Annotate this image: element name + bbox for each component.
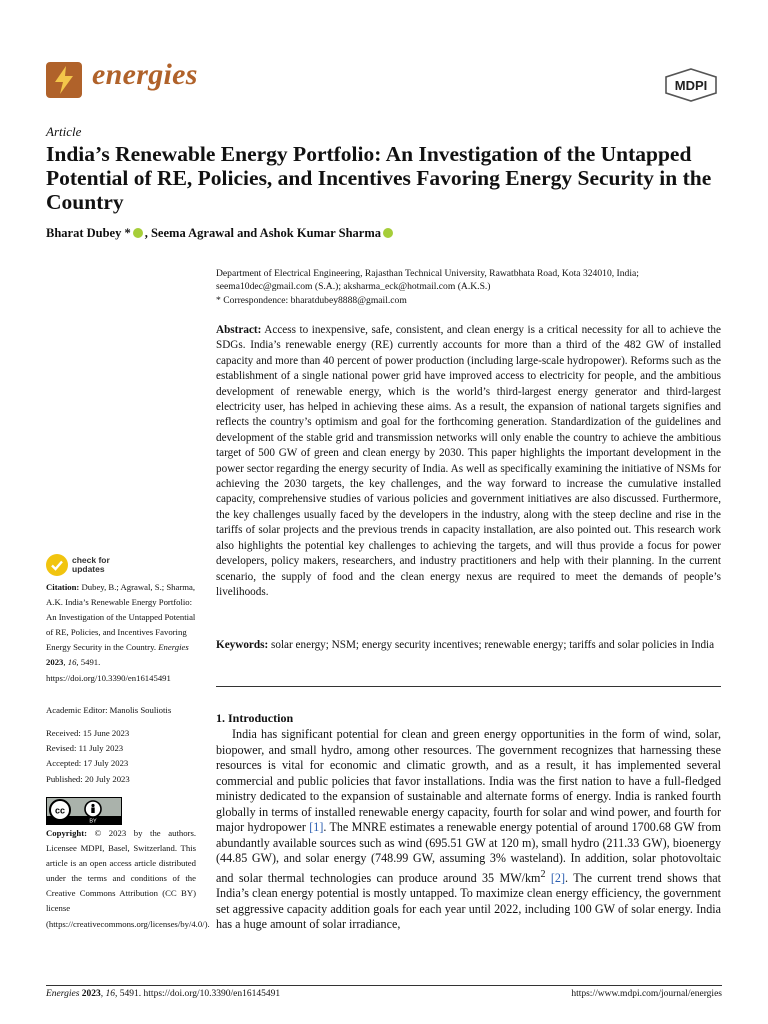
citation-pages: , 5491. [76, 657, 101, 668]
affiliation-line: Department of Electrical Engineering, Rajasthan Technical University, Rawatbhata Road, Kota 324010, India; [216, 268, 639, 279]
citation-label: Citation: [46, 582, 80, 592]
citation-journal: Energies [158, 642, 189, 653]
mdpi-label: MDPI [674, 78, 708, 93]
citation-doi-link[interactable]: https://doi.org/10.3390/en16145491 [46, 672, 171, 683]
correspondence[interactable]: * Correspondence: bharatdubey8888@gmail.com [216, 294, 407, 306]
orcid-icon[interactable] [133, 228, 143, 238]
author-others[interactable]: , Seema Agrawal and Ashok Kumar Sharma [144, 226, 381, 240]
citation [46, 580, 196, 686]
cc-by-label: BY [89, 818, 97, 824]
page-title: India’s Renewable Energy Portfolio: An Investigation of the Untapped Potential of RE, Policies, and Incentives Favoring Energy Security in the Country [46, 142, 712, 214]
keywords [216, 638, 721, 653]
intro-paragraph [216, 727, 721, 933]
keywords-text: solar energy; NSM; energy security incentives; renewable energy; tariffs and solar policies in India [268, 639, 715, 651]
orcid-icon[interactable] [383, 228, 393, 238]
intro-text-1: India has significant potential for clean and green energy opportunities in the form of wind, solar, biopower, and small hydro, among other resources. The government recognizes that harnessing these resources is vital for economic and climatic growth, and as a result, it has implemented several commercial and public policies that favor installations. India was the first nation to have a full-fledged ministry dedicated to the expansion of sustainable and alternate forms of energy. India is ranked fourth globally in terms of installed renewable energy capacity, fourth for solar and wind power, and fourth for major hydropower [216, 727, 721, 834]
footer-citation [46, 989, 280, 999]
superscript: 2 [540, 868, 546, 880]
citation-year: 2023 [46, 657, 64, 668]
citation-text: Dubey, B.; Agrawal, S.; Sharma, A.K. India’s Renewable Energy Portfolio: An Investigation of the Untapped Potential of RE, Policies, and Incentives Favoring Energy Security in the Country. [46, 582, 196, 653]
copyright-notice [46, 826, 210, 932]
published-date: Published: 20 July 2023 [46, 773, 130, 784]
publication-dates [46, 726, 196, 787]
check-updates-label [72, 556, 110, 574]
check-updates-icon [46, 554, 68, 576]
mdpi-logo[interactable] [664, 68, 718, 102]
affiliation [216, 267, 721, 307]
footer-volume: , 16 [100, 989, 116, 999]
copyright-label: Copyright: [46, 828, 88, 838]
cc-by-license-badge[interactable] [46, 797, 122, 825]
article-type: Article [46, 124, 82, 139]
check-for-updates-button[interactable] [46, 554, 146, 578]
svg-text:cc: cc [54, 805, 66, 816]
footer-journal-url[interactable]: https://www.mdpi.com/journal/energies [571, 989, 722, 999]
abstract-label: Abstract: [216, 324, 262, 336]
received-date: Received: 15 June 2023 [46, 728, 130, 738]
footer-year: 2023 [79, 989, 101, 999]
footer-journal: Energies [46, 989, 80, 999]
copyright-text: © 2023 by the authors. Licensee MDPI, Basel, Switzerland. This article is an open access article distributed under the terms and conditions of the Creative Commons Attribution (CC BY) license (https://creativecommons.org/licenses/by/4.0/). [46, 828, 210, 929]
check-updates-line-2: updates [72, 564, 105, 574]
abstract-text: Access to inexpensive, safe, consistent, and clean energy is a critical necessity for all to achieve the SDGs. India’s renewable energy (RE) currently accounts for more than a third of the 482 GW of installed capacity and more than 40 percent of power production (including large-scale hydropower). Reforms such as the establishment of a single national power grid have improved access to electricity for people, and the ambitious development of renewable energy, which is the world’s third-largest energy generator and third-largest electricity user, has helped in achieving these aims. As a result, the expansion of national targets signifies and reflects the country’s optimism and goal for the forthcoming generation. Standardization of the guidelines and development of the stable grid and transmission networks will only enable the country to achieve the ambitious target of 500 GW of green and clean energy by 2030. This paper highlights the important development in the power sector regarding the energy security of India. As well as specifically examining the initiative of NSMs for achieving the 2030 targets, the key challenges, and the way forward to increase the cumulative installed capacity, comprehensive studies of various policies and government initiatives are also discussed. Furthermore, the key challenges usually faced by the developers in the industry, along with the steep decline and rise in the tariffs of solar projects and the previous trends in capacity installation, are also pointed out. This research work also highlights the potential key challenges to achieving the targets, and will thus provide a focus for power developers, policy makers, researchers, and industry practitioners and help with their planning. In the current scenario, the supply of food and the clean energy nexus are required to meet the demands of people’s livelihoods. [216, 324, 721, 598]
introduction-body [216, 727, 721, 933]
journal-name: energies [92, 58, 198, 91]
author-1[interactable]: Bharat Dubey * [46, 226, 131, 240]
check-updates-line-1: check for [72, 555, 110, 565]
divider [216, 686, 721, 687]
footer-divider [46, 985, 722, 986]
abstract [216, 323, 721, 600]
accepted-date: Accepted: 17 July 2023 [46, 758, 129, 769]
reference-link-1[interactable]: [1] [309, 820, 324, 834]
lightning-bolt-icon [46, 62, 82, 98]
revised-date: Revised: 11 July 2023 [46, 743, 124, 754]
intro-text-3: . The current trend shows that India’s clean energy potential is mostly untapped. To maximize clean energy efficiency, the government set aggressive capacity addition goals for each year until 2022, including 100 GW of solar energy. India has a huge amount of solar irradiance, [216, 870, 721, 932]
intro-text-2: . The MNRE estimates a renewable energy potential of around 1700.68 GW from abundantly available sources such as wind (695.51 GW at 120 m), small hydro (211.33 GW), bioenergy (44.85 GW), and solar energy (748.99 GW, assuming 3% wasteland). In addition, solar photovoltaic and solar thermal technologies can produce around 35 MW/km [216, 820, 721, 885]
author-list [46, 226, 395, 241]
citation-volume: , 16 [63, 657, 77, 668]
journal-logo [46, 62, 82, 98]
affiliation-emails[interactable]: seema10dec@gmail.com (S.A.); aksharma_eck@hotmail.com (A.K.S.) [216, 281, 491, 293]
academic-editor: Academic Editor: Manolis Souliotis [46, 705, 172, 715]
footer-doi-link[interactable]: , 5491. https://doi.org/10.3390/en16145491 [115, 989, 281, 999]
section-title: 1. Introduction [216, 711, 294, 725]
keywords-label: Keywords: [216, 639, 269, 651]
reference-link-2[interactable]: [2] [550, 870, 566, 885]
